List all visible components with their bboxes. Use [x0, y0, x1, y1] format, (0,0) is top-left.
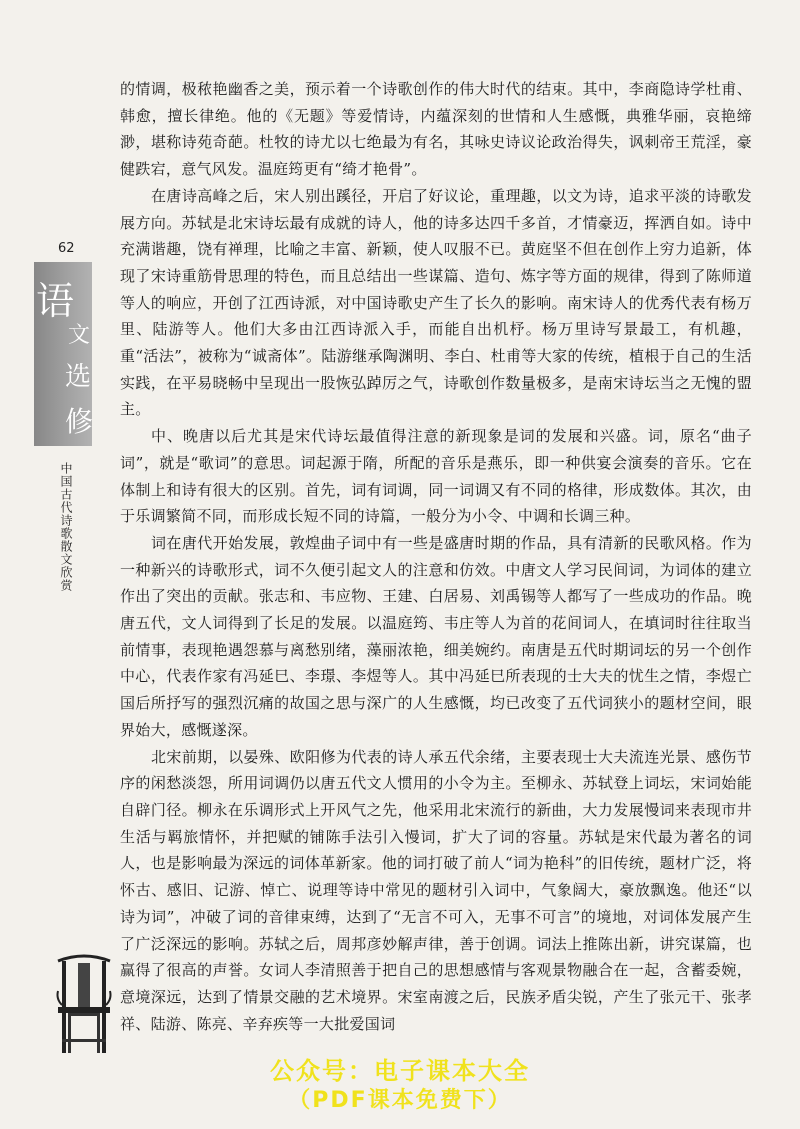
body-text: [120, 76, 752, 1037]
side-title-char: 语: [36, 279, 75, 323]
side-title-char: 选: [65, 362, 92, 392]
watermark-line: 公众号：电子课本大全: [270, 1057, 530, 1085]
page-number: 62: [58, 241, 75, 256]
side-subtitle: 中国古代诗歌散文欣赏: [59, 462, 73, 592]
side-title-band: [34, 262, 92, 446]
paragraph: 中、晚唐以后尤其是宋代诗坛最值得注意的新现象是词的发展和兴盛。词，原名“曲子词”，就是“歌词”的意思。词起源于隋，所配的音乐是燕乐，即一种供宴会演奏的音乐。它在体制上和诗有很大的区别。首先，词有词调，同一词调又有不同的格律，形成数体。其次，由于乐调繁简不同，而形成长短不同的诗篇，一般分为小令、中调和长调三种。: [120, 427, 752, 526]
watermark-line: （PDF课本免费下）: [288, 1088, 512, 1113]
side-title-char: 文: [68, 323, 91, 348]
paragraph: 北宋前期，以晏殊、欧阳修为代表的诗人承五代余绪，主要表现士大夫流连光景、感伤节序的闲愁淡怨，所用词调仍以唐五代文人惯用的小令为主。至柳永、苏轼登上词坛，宋词始能自辟门径。柳永在乐调形式上开风气之先，他采用北宋流行的新曲，大力发展慢词来表现市井生活与羁旅情怀，并把赋的铺陈手法引入慢词，扩大了词的容量。苏轼是宋代最为著名的词人，也是影响最为深远的词体革新家。他的词打破了前人“词为艳科”的旧传统，题材广泛，将怀古、感旧、记游、悼亡、说理等诗中常见的题材引入词中，气象阔大，豪放飘逸。他还“以诗为词”，冲破了词的音律束缚，达到了“无言不可入，无事不可言”的境地，对词体发展产生了广泛深远的影响。苏轼之后，周邦彦妙解声律，善于创调。词法上推陈出新，讲究谋篇，也赢得了很高的声誉。女词人李清照善于把自己的思想感情与客观景物融合在一起，含蓄委婉，意境深远，达到了情景交融的艺术境界。宋室南渡之后，民族矛盾尖锐，产生了张元干、张孝祥、陆游、陈亮、辛弃疾等一大批爱国词: [120, 747, 752, 1033]
paragraph: 词在唐代开始发展，敦煌曲子词中有一些是盛唐时期的作品，具有清新的民歌风格。作为一种新兴的诗歌形式，词不久便引起文人的注意和仿效。中唐文人学习民间词，为词体的建立作出了突出的贡献。张志和、韦应物、王建、白居易、刘禹锡等人都写了一些成功的作品。晚唐五代，文人词得到了长足的发展。以温庭筠、韦庄等人为首的花间词人，在填词时往往取当前情事，表现艳遇怨慕与离愁别绪，藻丽浓艳，细美婉约。南唐是五代时期词坛的另一个创作中心，代表作家有冯延巳、李璟、李煜等人。其中冯延巳所表现的士大夫的忧生之情，李煜亡国后所抒写的强烈沉痛的故国之思与深广的人生感慨，均已改变了五代词狭小的题材空间，眼界始大，感慨遂深。: [120, 533, 752, 739]
paragraph: 在唐诗高峰之后，宋人别出蹊径，开启了好议论，重理趣，以文为诗，追求平淡的诗歌发展方向。苏轼是北宋诗坛最有成就的诗人，他的诗多达四千多首，才情豪迈，挥洒自如。诗中充满谐趣，饶有禅理，比喻之丰富、新颖，使人叹服不已。黄庭坚不但在创作上穷力追新，体现了宋诗重筋骨思理的特色，而且总结出一些谋篇、造句、炼字等方面的规律，得到了陈师道等人的响应，开创了江西诗派，对中国诗歌史产生了长久的影响。南宋诗人的优秀代表有杨万里、陆游等人。他们大多由江西诗派入手，而能自出机杼。杨万里诗写景最工，有机趣，重“活法”，被称为“诚斋体”。陆游继承陶渊明、李白、杜甫等大家的传统，植根于自己的生活实践，在平易晓畅中呈现出一股恢弘踔厉之气，诗歌创作数量极多，是南宋诗坛当之无愧的盟主。: [120, 186, 752, 419]
paragraph: 的情调，极秾艳幽香之美，预示着一个诗歌创作的伟大时代的结束。其中，李商隐诗学杜甫、韩愈，擅长律绝。他的《无题》等爱情诗，内蕴深刻的世情和人生感慨，典雅华丽，哀艳缔渺，堪称诗苑奇葩。杜牧的诗尤以七绝最为有名，其咏史诗议论政治得失，讽刺帝王荒淫，豪健跌宕，意气风发。温庭筠更有“绮才艳骨”。: [120, 80, 752, 179]
side-title-char: 修: [65, 405, 94, 438]
chair-icon: [54, 951, 114, 1057]
